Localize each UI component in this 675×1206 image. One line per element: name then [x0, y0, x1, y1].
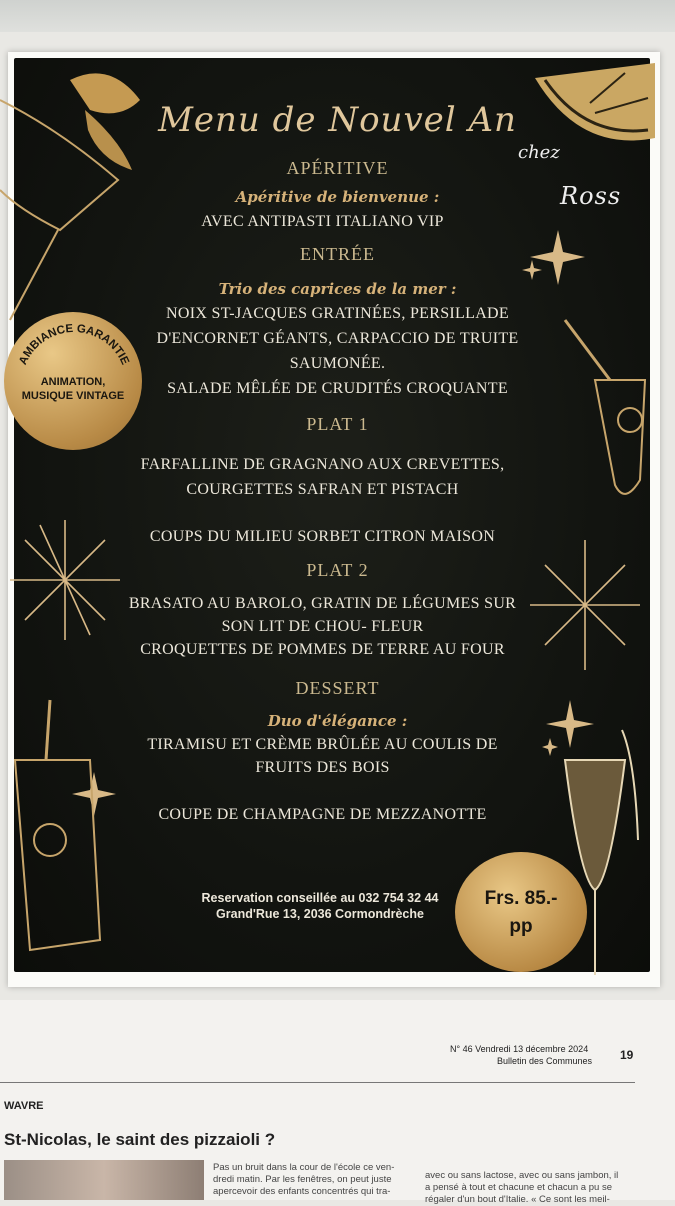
section-heading-plat-1: PLAT 1 — [306, 414, 369, 434]
restaurant-logo-bottom: Ross — [560, 182, 622, 210]
newspaper-section: WAVRE — [4, 1100, 44, 1112]
ambiance-badge — [4, 312, 142, 450]
section-subtitle-entree: Trio des caprices de la mer : — [218, 280, 457, 298]
article-column-1 — [213, 1162, 394, 1198]
column-1-line: apercevoir des enfants concentrés qui tra- — [213, 1186, 391, 1197]
menu-item: FRUITS DES BOIS — [255, 759, 390, 776]
article-photo — [4, 1160, 204, 1200]
menu-item: SALADE MÊLÉE DE CRUDITÉS CROQUANTE — [167, 380, 508, 397]
menu-item: CROQUETTES DE POMMES DE TERRE AU FOUR — [140, 641, 505, 658]
column-2-line: a pensé à tout et chacune et chacun a pu se — [425, 1182, 612, 1193]
menu-item: COUPE DE CHAMPAGNE DE MEZZANOTTE — [158, 806, 487, 823]
section-heading-plat-2: PLAT 2 — [306, 560, 369, 580]
menu-item: FARFALLINE DE GRAGNANO AUX CREVETTES, — [140, 456, 505, 473]
restaurant-logo-top: chez — [518, 142, 560, 163]
menu-item: SAUMONÉE. — [289, 355, 386, 372]
column-2-line: avec ou sans lactose, avec ou sans jambon, il — [425, 1170, 619, 1181]
section-heading-dessert: DESSERT — [295, 678, 380, 698]
section-subtitle-dessert: Duo d'élégance : — [267, 712, 408, 730]
menu-item: TIRAMISU ET CRÈME BRÛLÉE AU COULIS DE — [147, 736, 498, 753]
header-rule — [0, 1082, 635, 1083]
column-1-line: dredi matin. Par les fenêtres, on peut juste — [213, 1174, 392, 1185]
badge-line-2: MUSIQUE VINTAGE — [21, 390, 125, 402]
section-heading-aperitive: APÉRITIVE — [286, 158, 389, 178]
background-wall-top — [0, 0, 675, 32]
menu-item: SON LIT DE CHOU- FLEUR — [221, 618, 424, 635]
newspaper-issue: N° 46 Vendredi 13 décembre 2024 — [450, 1044, 589, 1054]
page-number: 19 — [620, 1048, 634, 1062]
newspaper-publication: Bulletin des Communes — [497, 1056, 593, 1066]
menu-item: AVEC ANTIPASTI ITALIANO VIP — [201, 213, 444, 230]
article-headline: St-Nicolas, le saint des pizzaioli ? — [4, 1130, 276, 1149]
menu-item: COUPS DU MILIEU SORBET CITRON MAISON — [149, 528, 496, 545]
menu-item: D'ENCORNET GÉANTS, CARPACCIO DE TRUITE — [156, 330, 519, 347]
badge-line-1: ANIMATION, — [40, 376, 106, 388]
section-heading-entree: ENTRÉE — [300, 244, 375, 264]
article-column-2 — [425, 1170, 618, 1206]
reservation-phone: Reservation conseillée au 032 754 32 44 — [201, 891, 439, 905]
menu-item: NOIX ST-JACQUES GRATINÉES, PERSILLADE — [166, 305, 509, 322]
menu-item: BRASATO AU BAROLO, GRATIN DE LÉGUMES SUR — [128, 595, 517, 612]
menu-item: COURGETTES SAFRAN ET PISTACH — [186, 481, 459, 498]
section-subtitle-aperitive: Apéritive de bienvenue : — [235, 188, 440, 206]
column-1-line: Pas un bruit dans la cour de l'école ce ven- — [213, 1162, 395, 1173]
price-badge — [455, 852, 587, 972]
menu-title: Menu de Nouvel An — [158, 100, 517, 140]
price-unit: pp — [509, 916, 533, 937]
price-amount: Frs. 85.- — [484, 888, 558, 909]
column-2-line: régaler d'un bout d'Italie. « Ce sont les meil- — [425, 1194, 610, 1205]
restaurant-address: Grand'Rue 13, 2036 Cormondrèche — [216, 907, 424, 921]
badge-arc-label: AMBIANCE GARANTIE — [17, 322, 131, 367]
svg-text:AMBIANCE GARANTIE — [17, 323, 131, 367]
